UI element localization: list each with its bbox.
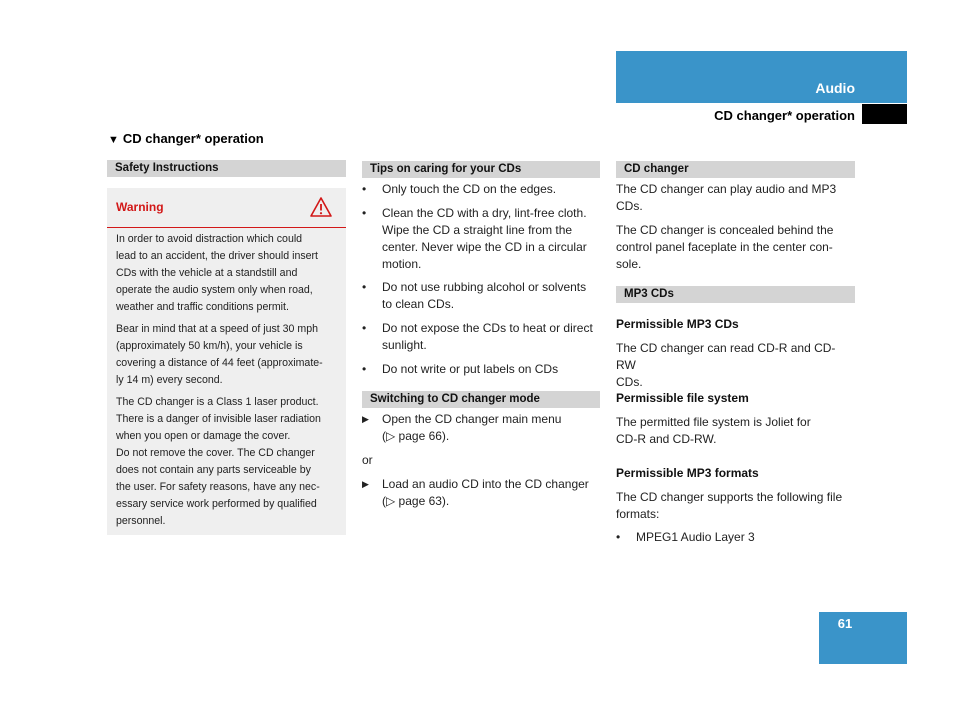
text-line: The CD changer can read CD-R and CD-RW <box>616 341 836 372</box>
chapter-title: Audio <box>815 80 855 96</box>
page-number: 61 <box>837 616 853 631</box>
text-line: CDs. <box>616 375 643 389</box>
text-line: Do not remove the cover. The CD changer <box>116 447 315 459</box>
text-line: The permitted file system is Joliet for <box>616 415 811 429</box>
text-line: There is a danger of invisible laser radiation <box>116 413 321 425</box>
text-line: to clean CDs. <box>382 297 455 311</box>
format-item <box>616 529 856 546</box>
tip-item <box>362 181 602 198</box>
text-line: Load an audio CD into the CD changer <box>382 477 589 491</box>
warning-paragraph-1 <box>116 231 339 316</box>
paragraph <box>616 181 855 215</box>
text-line: essary service work performed by qualified <box>116 498 317 510</box>
tips-caring-bar: Tips on caring for your CDs <box>362 161 600 178</box>
text-line: weather and traffic conditions permit. <box>116 301 289 313</box>
text-line: MPEG1 Audio Layer 3 <box>636 530 755 544</box>
text-line: control panel faceplate in the center con- <box>616 240 833 254</box>
text-line: Bear in mind that at a speed of just 30 mph <box>116 323 318 335</box>
tip-item <box>362 320 602 354</box>
text-line: sole. <box>616 257 642 271</box>
page-reference[interactable]: (▷ page 63). <box>382 494 450 508</box>
header-tab-marker <box>862 104 907 124</box>
text-line: Do not expose the CDs to heat or direct <box>382 321 593 335</box>
subheading: Permissible MP3 CDs <box>616 317 739 331</box>
step-arrow-icon: ▶ <box>362 414 369 424</box>
subheading: Permissible file system <box>616 391 749 405</box>
warning-label: Warning <box>116 200 164 214</box>
section-heading <box>108 131 264 146</box>
bullet-marker: • <box>616 530 621 544</box>
warning-divider <box>107 227 346 228</box>
text-line: CDs with the vehicle at a standstill and <box>116 267 298 279</box>
cd-changer-bar: CD changer <box>616 161 855 178</box>
switching-mode-bar: Switching to CD changer mode <box>362 391 600 408</box>
paragraph <box>616 340 855 391</box>
text-line: CDs. <box>616 199 643 213</box>
tip-item <box>362 279 602 313</box>
text-line: motion. <box>382 257 422 271</box>
text-line: covering a distance of 44 feet (approximate- <box>116 357 323 369</box>
text-line: In order to avoid distraction which could <box>116 233 303 245</box>
text-line: The CD changer is a Class 1 laser product. <box>116 396 319 408</box>
section-heading-text: CD changer* operation <box>122 131 264 146</box>
section-subtitle: CD changer* operation <box>714 108 855 123</box>
text-line: sunlight. <box>382 338 427 352</box>
step-item <box>362 476 602 510</box>
text-line: operate the audio system only when road, <box>116 284 313 296</box>
bullet-marker: • <box>362 280 367 294</box>
warning-triangle-icon <box>309 196 333 218</box>
text-line: The CD changer supports the following file <box>616 490 843 504</box>
text-line: (approximately 50 km/h), your vehicle is <box>116 340 303 352</box>
or-text: or <box>362 453 373 467</box>
bullet-marker: • <box>362 321 367 335</box>
step-arrow-icon: ▶ <box>362 479 369 489</box>
tip-item <box>362 205 602 273</box>
text-line: CD-R and CD-RW. <box>616 432 717 446</box>
text-line: The CD changer can play audio and MP3 <box>616 182 837 196</box>
text-line: formats: <box>616 507 660 521</box>
text-line: personnel. <box>116 515 166 527</box>
text-line: the user. For safety reasons, have any nec- <box>116 481 320 493</box>
page-reference[interactable]: (▷ page 66). <box>382 429 450 443</box>
mp3-cds-bar: MP3 CDs <box>616 286 855 303</box>
text-line: Do not use rubbing alcohol or solvents <box>382 280 587 294</box>
text-line: center. Never wipe the CD in a circular <box>382 240 587 254</box>
safety-instructions-bar: Safety Instructions <box>107 160 346 177</box>
text-line: does not contain any parts serviceable by <box>116 464 311 476</box>
tip-item <box>362 361 602 378</box>
text-line: Only touch the CD on the edges. <box>382 182 557 196</box>
text-line: Wipe the CD a straight line from the <box>382 223 573 237</box>
text-line: ly 14 m) every second. <box>116 374 223 386</box>
subheading: Permissible MP3 formats <box>616 466 759 480</box>
paragraph <box>616 222 855 273</box>
step-item <box>362 411 602 445</box>
text-line: lead to an accident, the driver should insert <box>116 250 318 262</box>
header-band <box>616 51 907 103</box>
triangle-marker-icon: ▼ <box>108 134 119 146</box>
warning-paragraph-2 <box>116 321 339 389</box>
bullet-marker: • <box>362 206 367 220</box>
text-line: Clean the CD with a dry, lint-free cloth. <box>382 206 587 220</box>
text-line: The CD changer is concealed behind the <box>616 223 834 237</box>
paragraph <box>616 489 855 523</box>
warning-paragraph-3 <box>116 394 339 530</box>
text-line: when you open or damage the cover. <box>116 430 291 442</box>
text-line: Do not write or put labels on CDs <box>382 362 559 376</box>
bullet-marker: • <box>362 182 367 196</box>
bullet-marker: • <box>362 362 367 376</box>
paragraph <box>616 414 855 448</box>
text-line: Open the CD changer main menu <box>382 412 562 426</box>
